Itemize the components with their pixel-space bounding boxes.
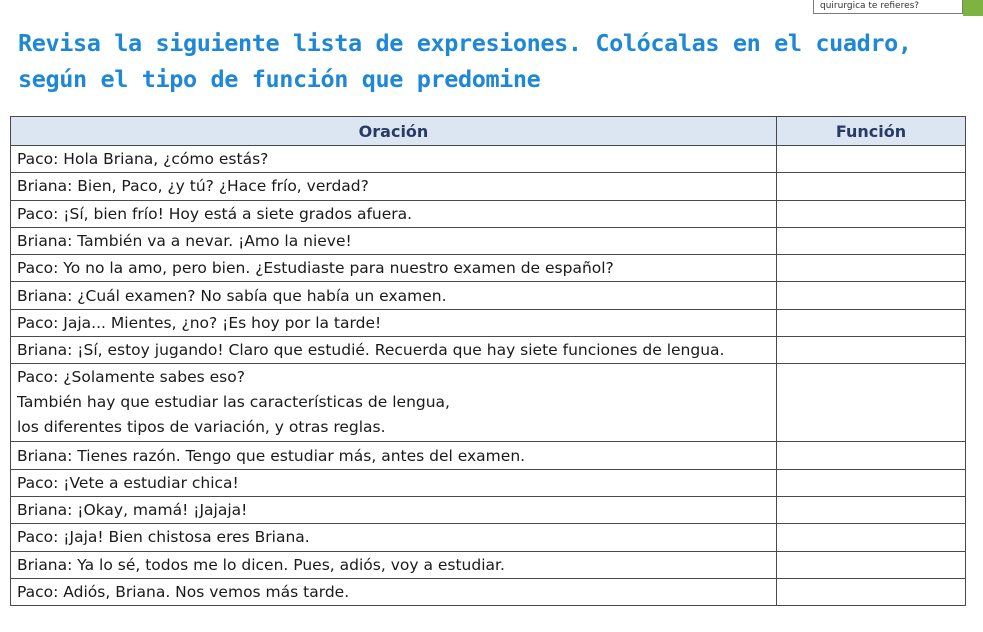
- header-sentence: Oración: [11, 117, 777, 146]
- table-row: [11, 227, 966, 254]
- sentence-cell: [11, 496, 777, 523]
- function-answer-cell[interactable]: [777, 146, 966, 173]
- table-row: [11, 309, 966, 336]
- sentence-line: Paco: ¡Jaja! Bien chistosa eres Briana.: [17, 528, 310, 547]
- sentence-line: los diferentes tipos de variación, y otras reglas.: [17, 418, 386, 437]
- sentence-line: Briana: ¿Cuál examen? No sabía que había un examen.: [17, 286, 447, 305]
- sentence-line: Paco: Hola Briana, ¿cómo estás?: [17, 150, 269, 169]
- function-answer-cell[interactable]: [777, 469, 966, 496]
- sentence-line: Briana: Bien, Paco, ¿y tú? ¿Hace frío, verdad?: [17, 177, 369, 196]
- function-answer-cell[interactable]: [777, 255, 966, 282]
- sentence-cell: [11, 337, 777, 364]
- sentence-cell: [11, 309, 777, 336]
- sentence-line: Briana: También va a nevar. ¡Amo la nieve!: [17, 232, 352, 251]
- sentence-line: Paco: Jaja... Mientes, ¿no? ¡Es hoy por la tarde!: [17, 313, 382, 332]
- function-answer-cell[interactable]: [777, 200, 966, 227]
- table-body: [11, 146, 966, 606]
- sentence-cell: [11, 364, 777, 442]
- table-row: [11, 496, 966, 523]
- sentence-line: Paco: Yo no la amo, pero bien. ¿Estudiaste para nuestro examen de español?: [17, 259, 614, 278]
- header-function: Función: [777, 117, 966, 146]
- table-row: [11, 200, 966, 227]
- sentence-cell: [11, 173, 777, 200]
- previous-page-snippet: quirurgica te refieres?: [813, 0, 963, 14]
- table-row: [11, 469, 966, 496]
- table-row: [11, 282, 966, 309]
- sentence-cell: [11, 442, 777, 469]
- sentence-cell: [11, 146, 777, 173]
- table-header-row: [11, 117, 966, 146]
- expressions-table: [10, 116, 966, 606]
- table-row: [11, 442, 966, 469]
- table-row: [11, 173, 966, 200]
- instruction-heading: Revisa la siguiente lista de expresiones. Colócalas en el cuadro, según el tipo de función que predomine: [18, 29, 912, 93]
- sentence-line: Briana: Ya lo sé, todos me lo dicen. Pues, adiós, voy a estudiar.: [17, 555, 505, 574]
- accent-bar: [963, 0, 983, 16]
- sentence-cell: [11, 282, 777, 309]
- table-row: [11, 364, 966, 442]
- function-answer-cell[interactable]: [777, 551, 966, 578]
- sentence-cell: [11, 551, 777, 578]
- table-row: [11, 337, 966, 364]
- function-answer-cell[interactable]: [777, 309, 966, 336]
- sentence-cell: [11, 200, 777, 227]
- sentence-cell: [11, 255, 777, 282]
- function-answer-cell[interactable]: [777, 227, 966, 254]
- sentence-line: Paco: ¡Sí, bien frío! Hoy está a siete grados afuera.: [17, 204, 413, 223]
- sentence-line: Briana: ¡Sí, estoy jugando! Claro que estudié. Recuerda que hay siete funciones de lengua.: [17, 341, 725, 360]
- function-answer-cell[interactable]: [777, 282, 966, 309]
- sentence-line: Paco: ¡Vete a estudiar chica!: [17, 473, 239, 492]
- sentence-cell: [11, 578, 777, 605]
- function-answer-cell[interactable]: [777, 524, 966, 551]
- sentence-line: Paco: Adiós, Briana. Nos vemos más tarde.: [17, 583, 350, 601]
- function-answer-cell[interactable]: [777, 496, 966, 523]
- sentence-cell: [11, 227, 777, 254]
- table-row: [11, 578, 966, 605]
- function-answer-cell[interactable]: [777, 337, 966, 364]
- sentence-cell: [11, 469, 777, 496]
- function-answer-cell[interactable]: [777, 442, 966, 469]
- sentence-line: Briana: ¡Okay, mamá! ¡Jajaja!: [17, 501, 248, 520]
- function-answer-cell[interactable]: [777, 364, 966, 442]
- function-answer-cell[interactable]: [777, 173, 966, 200]
- table-row: [11, 146, 966, 173]
- sentence-line: También hay que estudiar las características de lengua,: [17, 393, 450, 412]
- table-row: [11, 551, 966, 578]
- table-row: [11, 255, 966, 282]
- sentence-line: Briana: Tienes razón. Tengo que estudiar más, antes del examen.: [17, 446, 526, 465]
- sentence-line: Paco: ¿Solamente sabes eso?: [17, 368, 245, 387]
- table-row: [11, 524, 966, 551]
- function-answer-cell[interactable]: [777, 578, 966, 605]
- sentence-cell: [11, 524, 777, 551]
